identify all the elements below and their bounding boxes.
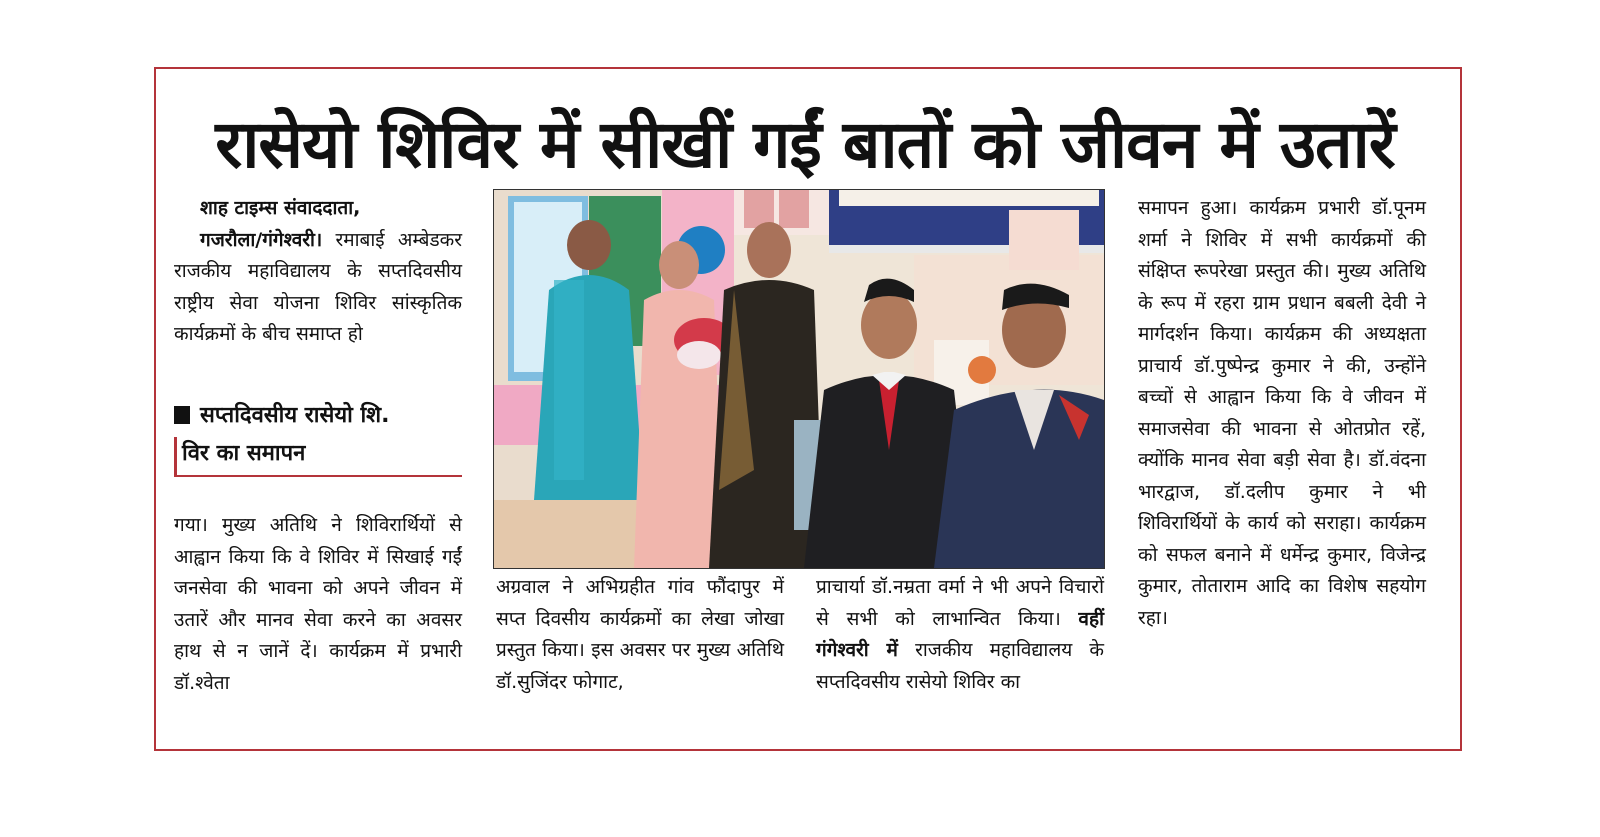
column-2-text: अग्रवाल ने अभिग्रहीत गांव फौंदापुर में सप्त दिवसीय कार्यक्रमों का लेखा जोखा प्रस्तुत किया। इस अवसर पर मुख्य अतिथि डॉ.सुजिंदर फोगाट, — [496, 576, 784, 693]
byline-location: गजरौला/गंगेश्वरी। — [200, 228, 323, 251]
column-3-bold-text: वहीं गंगेश्वरी में — [816, 607, 1104, 661]
column-4 — [1138, 193, 1426, 634]
column-1-bottom — [174, 510, 462, 699]
subheading — [174, 397, 462, 473]
subheading-underline — [174, 475, 462, 477]
column-1-top — [174, 193, 462, 351]
column-1-top-text: रमाबाई अम्बेडकर राजकीय महाविद्यालय के सप्तदिवसीय राष्ट्रीय सेवा योजना शिविर सांस्कृतिक कार्यक्रमों के बीच समाप्त हो — [174, 228, 462, 345]
column-3-text-b: राजकीय महाविद्यालय के सप्तदिवसीय रासेयो शिविर का — [816, 639, 1105, 693]
column-3-text-a: प्राचार्या डॉ.नम्रता वर्मा ने भी अपने विचारों से सभी को लाभान्वित किया। — [816, 576, 1104, 630]
byline-reporter: शाह टाइम्स संवाददाता, — [200, 197, 361, 219]
news-photo — [494, 190, 1104, 568]
column-3 — [816, 572, 1104, 698]
column-2 — [496, 572, 784, 698]
subheading-line-2: विर का समापन — [182, 441, 306, 466]
photo-illustration — [494, 190, 1104, 568]
column-4-text: समापन हुआ। कार्यक्रम प्रभारी डॉ.पूनम शर्मा ने शिविर में सभी कार्यक्रमों की संक्षिप्त रूपरेखा प्रस्तुत की। मुख्य अतिथि के रूप में रहरा ग्राम प्रधान बबली देवी ने मार्गदर्शन किया। कार्यक्रम की अध्यक्षता प्राचार्य डॉ.पुष्पेन्द्र कुमार ने की, उन्होंने बच्चों से आह्वान किया कि वे जीवन में समाजसेवा की भावना से ओतप्रोत रहें, क्योंकि मानव सेवा बड़ी सेवा है। डॉ.वंदना भारद्वाज, डॉ.दलीप कुमार ने भी शिविरार्थियों के कार्य को सराहा। कार्यक्रम को सफल बनाने में धर्मेन्द्र कुमार, विजेन्द्र कुमार, तोताराम आदि का विशेष सहयोग रहा। — [1138, 197, 1426, 629]
subheading-line-1: सप्तदिवसीय रासेयो शि. — [200, 403, 390, 428]
article-headline: रासेयो शिविर में सीखीं गईं बातों को जीवन में उतारें — [215, 106, 1395, 183]
subheading-accent-bar — [174, 437, 177, 477]
square-bullet-icon — [174, 406, 190, 424]
column-1-bottom-text: गया। मुख्य अतिथि ने शिविरार्थियों से आह्वान किया कि वे शिविर में सिखाई गईं जनसेवा की भावना को अपने जीवन में उतारें और मानव सेवा करने का अवसर हाथ से न जानें दें। कार्यक्रम में प्रभारी डॉ.श्वेता — [174, 514, 462, 694]
